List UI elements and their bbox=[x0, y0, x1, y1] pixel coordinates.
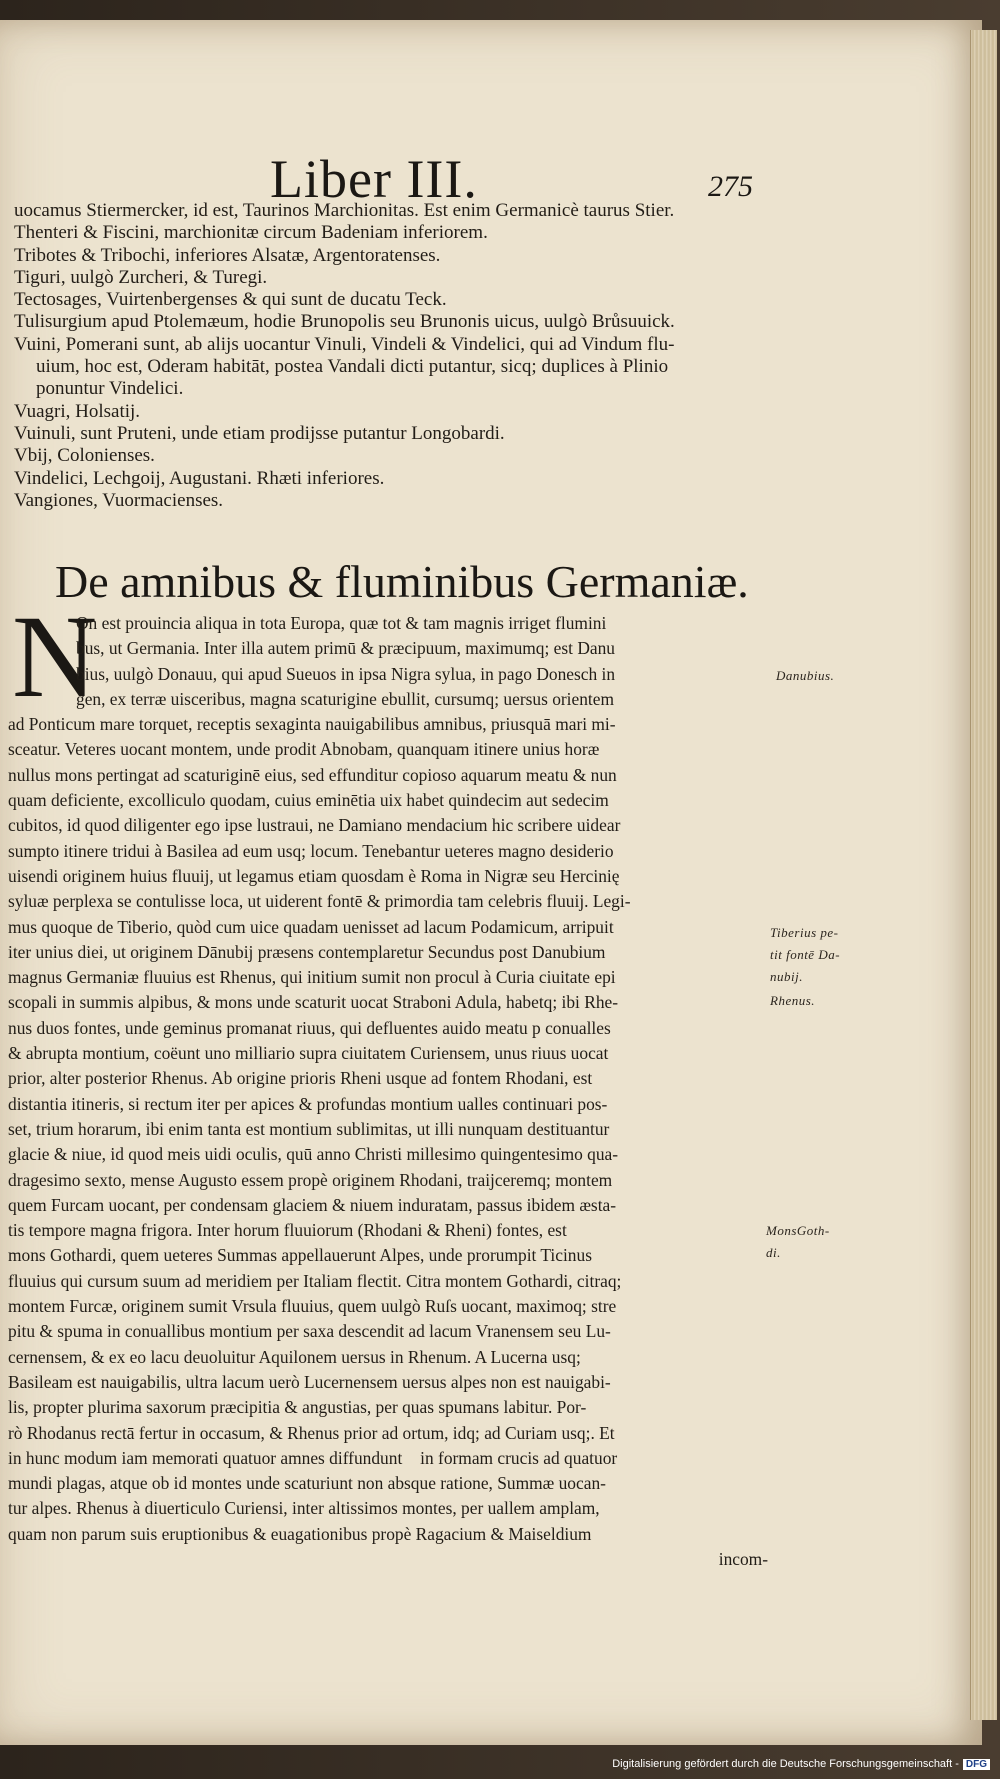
body-line: sceatur. Veteres uocant montem, unde prodit Abnobam, quanquam itinere unius horæ bbox=[8, 739, 600, 760]
body-line: iter unius diei, ut originem Dānubij præsens contemplaretur Secundus post Danubium bbox=[8, 941, 606, 962]
body-line: Basileam est nauigabilis, ultra lacum uerò Lucernensem uersus alpes non est nauigabi- bbox=[8, 1371, 611, 1392]
body-line: mus quoque de Tiberio, quòd cum uice quadam uenisset ad lacum Podamicum, arripuit bbox=[8, 916, 614, 937]
dfg-logo: DFG bbox=[963, 1759, 990, 1770]
body-line: nus duos fontes, unde geminus promanat riuus, qui defluentes auido meatu p conualles bbox=[8, 1017, 611, 1038]
body-text bbox=[8, 611, 768, 1572]
margin-note-tiberius-1: Tiberius pe- bbox=[770, 925, 839, 940]
body-line: On est prouincia aliqua in tota Europa, quæ tot & tam magnis irriget flumini bbox=[76, 613, 607, 633]
running-head: Liber III. bbox=[270, 149, 478, 209]
body-line: montem Furcæ, originem sumit Vrsula fluuius, quem uulgò Ruſs uocant, maximoq; stre bbox=[8, 1296, 617, 1317]
tribe-entry: Tectosages, Vuirtenbergenses & qui sunt de ducatu Teck. bbox=[14, 289, 447, 311]
tribe-entry: Vbij, Colonienses. bbox=[14, 445, 155, 467]
body-line: bius, uulgò Donauu, qui apud Sueuos in ipsa Nigra sylua, in pago Donesch in bbox=[76, 663, 616, 684]
digitization-credit bbox=[612, 1758, 990, 1770]
body-line: dragesimo sexto, mense Augusto essem propè originem Rhodani, traijceremq; montem bbox=[8, 1169, 613, 1190]
tribe-entry: Vindelici, Lechgoij, Augustani. Rhæti inferiores. bbox=[14, 467, 385, 489]
tribe-entry: Vangiones, Vuormacienses. bbox=[14, 489, 224, 511]
body-line: mundi plagas, atque ob id montes unde scaturiunt non absque ratione, Summæ uocan- bbox=[8, 1473, 606, 1494]
body-line: tur alpes. Rhenus à diuerticulo Curiensi, inter altissimos montes, per uallem amplam, bbox=[8, 1498, 600, 1519]
body-line: syluæ perplexa se contulisse loca, ut uiderent fontē & primordia tam celebris fluuij. Legi- bbox=[8, 891, 631, 912]
body-line: bus, ut Germania. Inter illa autem primū & præcipuum, maximumq; est Danu bbox=[76, 638, 615, 659]
body-line: rò Rhodanus rectā fertur in occasum, & Rhenus prior ad ortum, idq; ad Curiam usq;. Et bbox=[8, 1422, 615, 1443]
body-line: cubitos, id quod diligenter ego ipse lustraui, ne Damiano mendacium hic scribere uidear bbox=[8, 815, 621, 836]
tribe-entry: uium, hoc est, Oderam habitāt, postea Vandali dicti putantur, sicq; duplices à Plinio bbox=[36, 356, 669, 378]
credit-text: Digitalisierung gefördert durch die Deutsche Forschungsgemeinschaft - bbox=[612, 1758, 959, 1770]
tribe-entry: Vuini, Pomerani sunt, ab alijs uocantur Vinuli, Vindeli & Vindelici, qui ad Vindum flu- bbox=[14, 333, 675, 355]
body-line: glacie & niue, id quod meis uidi oculis, quū anno Christi millesimo quingentesimo qua- bbox=[8, 1144, 619, 1165]
body-line: quam deficiente, excolliculo quodam, cuius eminētia uix habet quindecim aut sedecim bbox=[8, 790, 609, 811]
tribe-entry: Vuagri, Holsatij. bbox=[14, 400, 141, 422]
body-line: pitu & spuma in conuallibus montium per saxa descendit ad lacum Vranensem seu Lu- bbox=[8, 1321, 611, 1342]
body-line: fluuius qui cursum suum ad meridiem per Italiam flectit. Citra montem Gothardi, citraq; bbox=[8, 1270, 622, 1291]
body-line: quem Furcam uocant, per condensam glaciem & niuem induratam, passus ibidem æsta- bbox=[8, 1194, 617, 1215]
margin-note-danubius: Danubius. bbox=[776, 668, 835, 683]
tribe-entry: Thenteri & Fiscini, marchionitæ circum Badeniam inferiorem. bbox=[14, 222, 488, 244]
margin-note-tiberius-2: tit fontē Da- bbox=[770, 947, 841, 962]
page-edge bbox=[970, 30, 997, 1720]
body-line: quam non parum suis eruptionibus & euagationibus propè Ragacium & Maiseldium bbox=[8, 1523, 592, 1544]
body-line: in hunc modum iam memorati quatuor amnes diffunduntᷓ in formam crucis ad quatuor bbox=[8, 1447, 618, 1468]
page-number: 275 bbox=[708, 170, 753, 203]
body-line: cernensem, & ex eo lacu deuoluitur Aquilonem uersus in Rhenum. A Lucerna usq; bbox=[8, 1346, 581, 1367]
body-line: prior, alter posterior Rhenus. Ab origine prioris Rheni usque ad fontem Rhodani, est bbox=[8, 1068, 593, 1089]
body-line: magnus Germaniæ fluuius est Rhenus, qui initium sumit non procul à Curia ciuitate epi bbox=[8, 967, 616, 988]
tribe-entry: ponuntur Vindelici. bbox=[36, 378, 184, 400]
tribe-list bbox=[14, 200, 774, 512]
drop-cap: N bbox=[12, 591, 98, 722]
body-line: tis tempore magna frigora. Inter horum fluuiorum (Rhodani & Rheni) fontes, est bbox=[8, 1220, 567, 1241]
margin-note-mons-gothardi-2: di. bbox=[766, 1245, 781, 1260]
body-line: lis, propter plurima saxorum præcipitia & angustias, per quas spumans labitur. Por- bbox=[8, 1397, 587, 1418]
body-line: ad Ponticum mare torquet, receptis sexaginta nauigabilibus amnibus, priusquā mari mi- bbox=[8, 714, 616, 735]
body-line: mons Gothardi, quem ueteres Summas appellauerunt Alpes, unde prorumpit Ticinus bbox=[8, 1245, 592, 1266]
body-line: uisendi originem huius fluuij, ut legamus etiam quosdam è Roma in Nigræ seu Hercinię bbox=[8, 865, 620, 886]
margin-note-rhenus: Rhenus. bbox=[770, 993, 816, 1008]
margin-note-tiberius-3: nubij. bbox=[770, 969, 803, 984]
tribe-entry: Tribotes & Tribochi, inferiores Alsatæ, Argentoratenses. bbox=[14, 244, 441, 266]
tribe-entry: uocamus Stiermercker, id est, Taurinos Marchionitas. Est enim Germanicè taurus Stier. bbox=[14, 200, 675, 221]
tribe-entry: Vuinuli, sunt Pruteni, unde etiam prodijsse putantur Longobardi. bbox=[14, 422, 505, 444]
body-line: gen, ex terræ uisceribus, magna scaturigine ebullit, cursumq; uersus orientem bbox=[76, 688, 614, 709]
body-line: & abrupta montium, coëunt uno milliario supra ciuitatem Curiensem, unus riuus uocat bbox=[8, 1043, 609, 1064]
tribe-entry: Tulisurgium apud Ptolemæum, hodie Brunopolis seu Brunonis uicus, uulgò Brůsuuick. bbox=[14, 311, 675, 333]
body-line: scopali in summis alpibus, & mons unde scaturit uocat Straboni Adula, habetq; ibi Rhe- bbox=[8, 992, 619, 1013]
body-line: set, trium horarum, ibi enim tanta est montium sublimitas, ut illi nunquam destituantur bbox=[8, 1118, 610, 1139]
body-line: nullus mons pertingat ad scaturiginē eius, sed effunditur copioso aquarum meatu & nun bbox=[8, 764, 617, 785]
body-line: distantia itineris, si rectum iter per apices & profundas montium ualles continuari pos- bbox=[8, 1093, 608, 1114]
tribe-entry: Tiguri, uulgò Zurcheri, & Turegi. bbox=[14, 266, 268, 288]
body-line: incom- bbox=[718, 1548, 768, 1569]
margin-note-mons-gothardi: MonsGoth- bbox=[766, 1223, 830, 1238]
body-line: sumpto itinere tridui à Basilea ad eum usq; locum. Tenebantur ueteres magno desiderio bbox=[8, 840, 614, 861]
section-title: De amnibus & fluminibus Germaniæ. bbox=[55, 556, 749, 607]
